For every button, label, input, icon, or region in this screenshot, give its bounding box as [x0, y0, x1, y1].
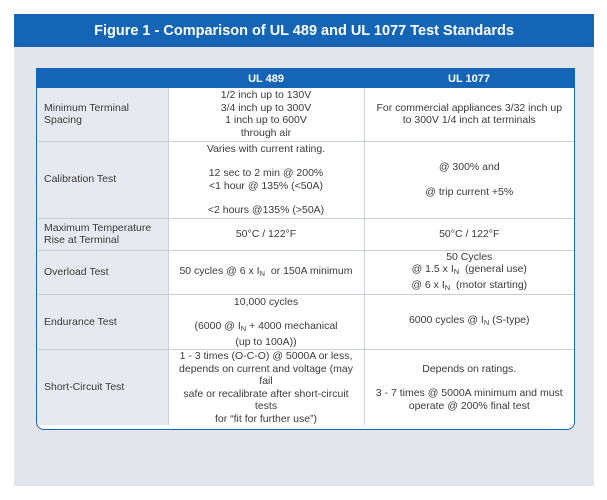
cell-line: safe or recalibrate after short-circuit tests	[183, 387, 349, 412]
cell-line: 1 - 3 times (O-C-O) @ 5000A or less,	[179, 350, 353, 362]
ul1077-cell	[364, 88, 574, 141]
header-ul1077: UL 1077	[364, 69, 574, 88]
row-label: Endurance Test	[37, 295, 168, 350]
row-label: Short-Circuit Test	[37, 350, 168, 426]
ul489-cell	[168, 218, 364, 250]
ul489-cell	[168, 250, 364, 295]
cell-line: 1/2 inch up to 130V	[220, 89, 312, 102]
cell-line: @ 1.5 x $I_N$ (general use)	[411, 263, 527, 276]
table-row	[37, 88, 574, 141]
ul1077-cell	[364, 350, 574, 426]
cell-line: @ 6 x $I_N$ (motor starting)	[411, 278, 528, 292]
cell-line: @ 300% and	[438, 161, 500, 173]
ul489-cell	[168, 88, 364, 141]
cell-line: 6000 cycles @ $I_N$ (S-type)	[408, 314, 530, 328]
cell-line: 1 inch up to 600V	[225, 114, 307, 127]
ul1077-cell	[364, 141, 574, 218]
cell-line: (6000 @ $I_N + 4000$ mechanical	[194, 320, 338, 334]
header-ul489: UL 489	[168, 69, 364, 88]
row-label: Maximum Temperature Rise at Terminal	[37, 218, 168, 250]
ul1077-cell	[364, 295, 574, 350]
cell-line: Varies with current rating.	[206, 142, 326, 155]
cell-line: @ trip current +5%	[425, 185, 514, 198]
table-row	[37, 350, 574, 426]
cell-line: depends on current and voltage (may fail	[179, 362, 353, 387]
table-row	[37, 295, 574, 350]
cell-line: to 300V 1/4 inch at terminals	[402, 114, 536, 127]
table-header-row	[37, 69, 574, 88]
comparison-table-card	[36, 68, 575, 430]
cell-line: 3/4 inch up to 300V	[220, 101, 312, 114]
cell-line: operate @ 200% final test	[408, 399, 530, 412]
comparison-table	[37, 69, 574, 425]
cell-line: Depends on ratings.	[422, 362, 517, 375]
cell-line: <2 hours @135% (>50A)	[207, 204, 325, 216]
cell-line: 50 Cycles	[446, 250, 493, 263]
figure-title: Figure 1 - Comparison of UL 489 and UL 1077 Test Standards	[14, 14, 594, 47]
cell-line: <1 hour @ 135% (<50A)	[209, 179, 323, 192]
cell-line: 10,000 cycles	[233, 295, 299, 308]
cell-line: (up to 100A))	[235, 335, 297, 348]
row-label: Overload Test	[37, 250, 168, 295]
cell-line: 50°C / 122°F	[439, 227, 500, 240]
row-label: Minimum Terminal Spacing	[37, 88, 168, 141]
table-row	[37, 218, 574, 250]
ul1077-cell	[364, 250, 574, 295]
ul489-cell	[168, 295, 364, 350]
table-row	[37, 250, 574, 295]
cell-line: through air	[240, 126, 292, 139]
row-label: Calibration Test	[37, 141, 168, 218]
table-row	[37, 141, 574, 218]
cell-line: for “fit for further use”)	[214, 412, 318, 425]
cell-line: 3 - 7 times @ 5000A minimum and must	[375, 387, 563, 400]
figure-panel	[14, 14, 594, 486]
cell-line: 50 cycles @ 6 x $I_N$ or 150A minimum	[179, 264, 353, 278]
ul1077-cell	[364, 218, 574, 250]
ul489-cell	[168, 141, 364, 218]
cell-line: 50°C / 122°F	[235, 227, 297, 240]
cell-line: For commercial appliances 3/32 inch up	[376, 101, 563, 114]
cell-line: 12 sec to 2 min @ 200%	[208, 167, 324, 179]
header-blank	[37, 69, 168, 88]
ul489-cell	[168, 350, 364, 426]
